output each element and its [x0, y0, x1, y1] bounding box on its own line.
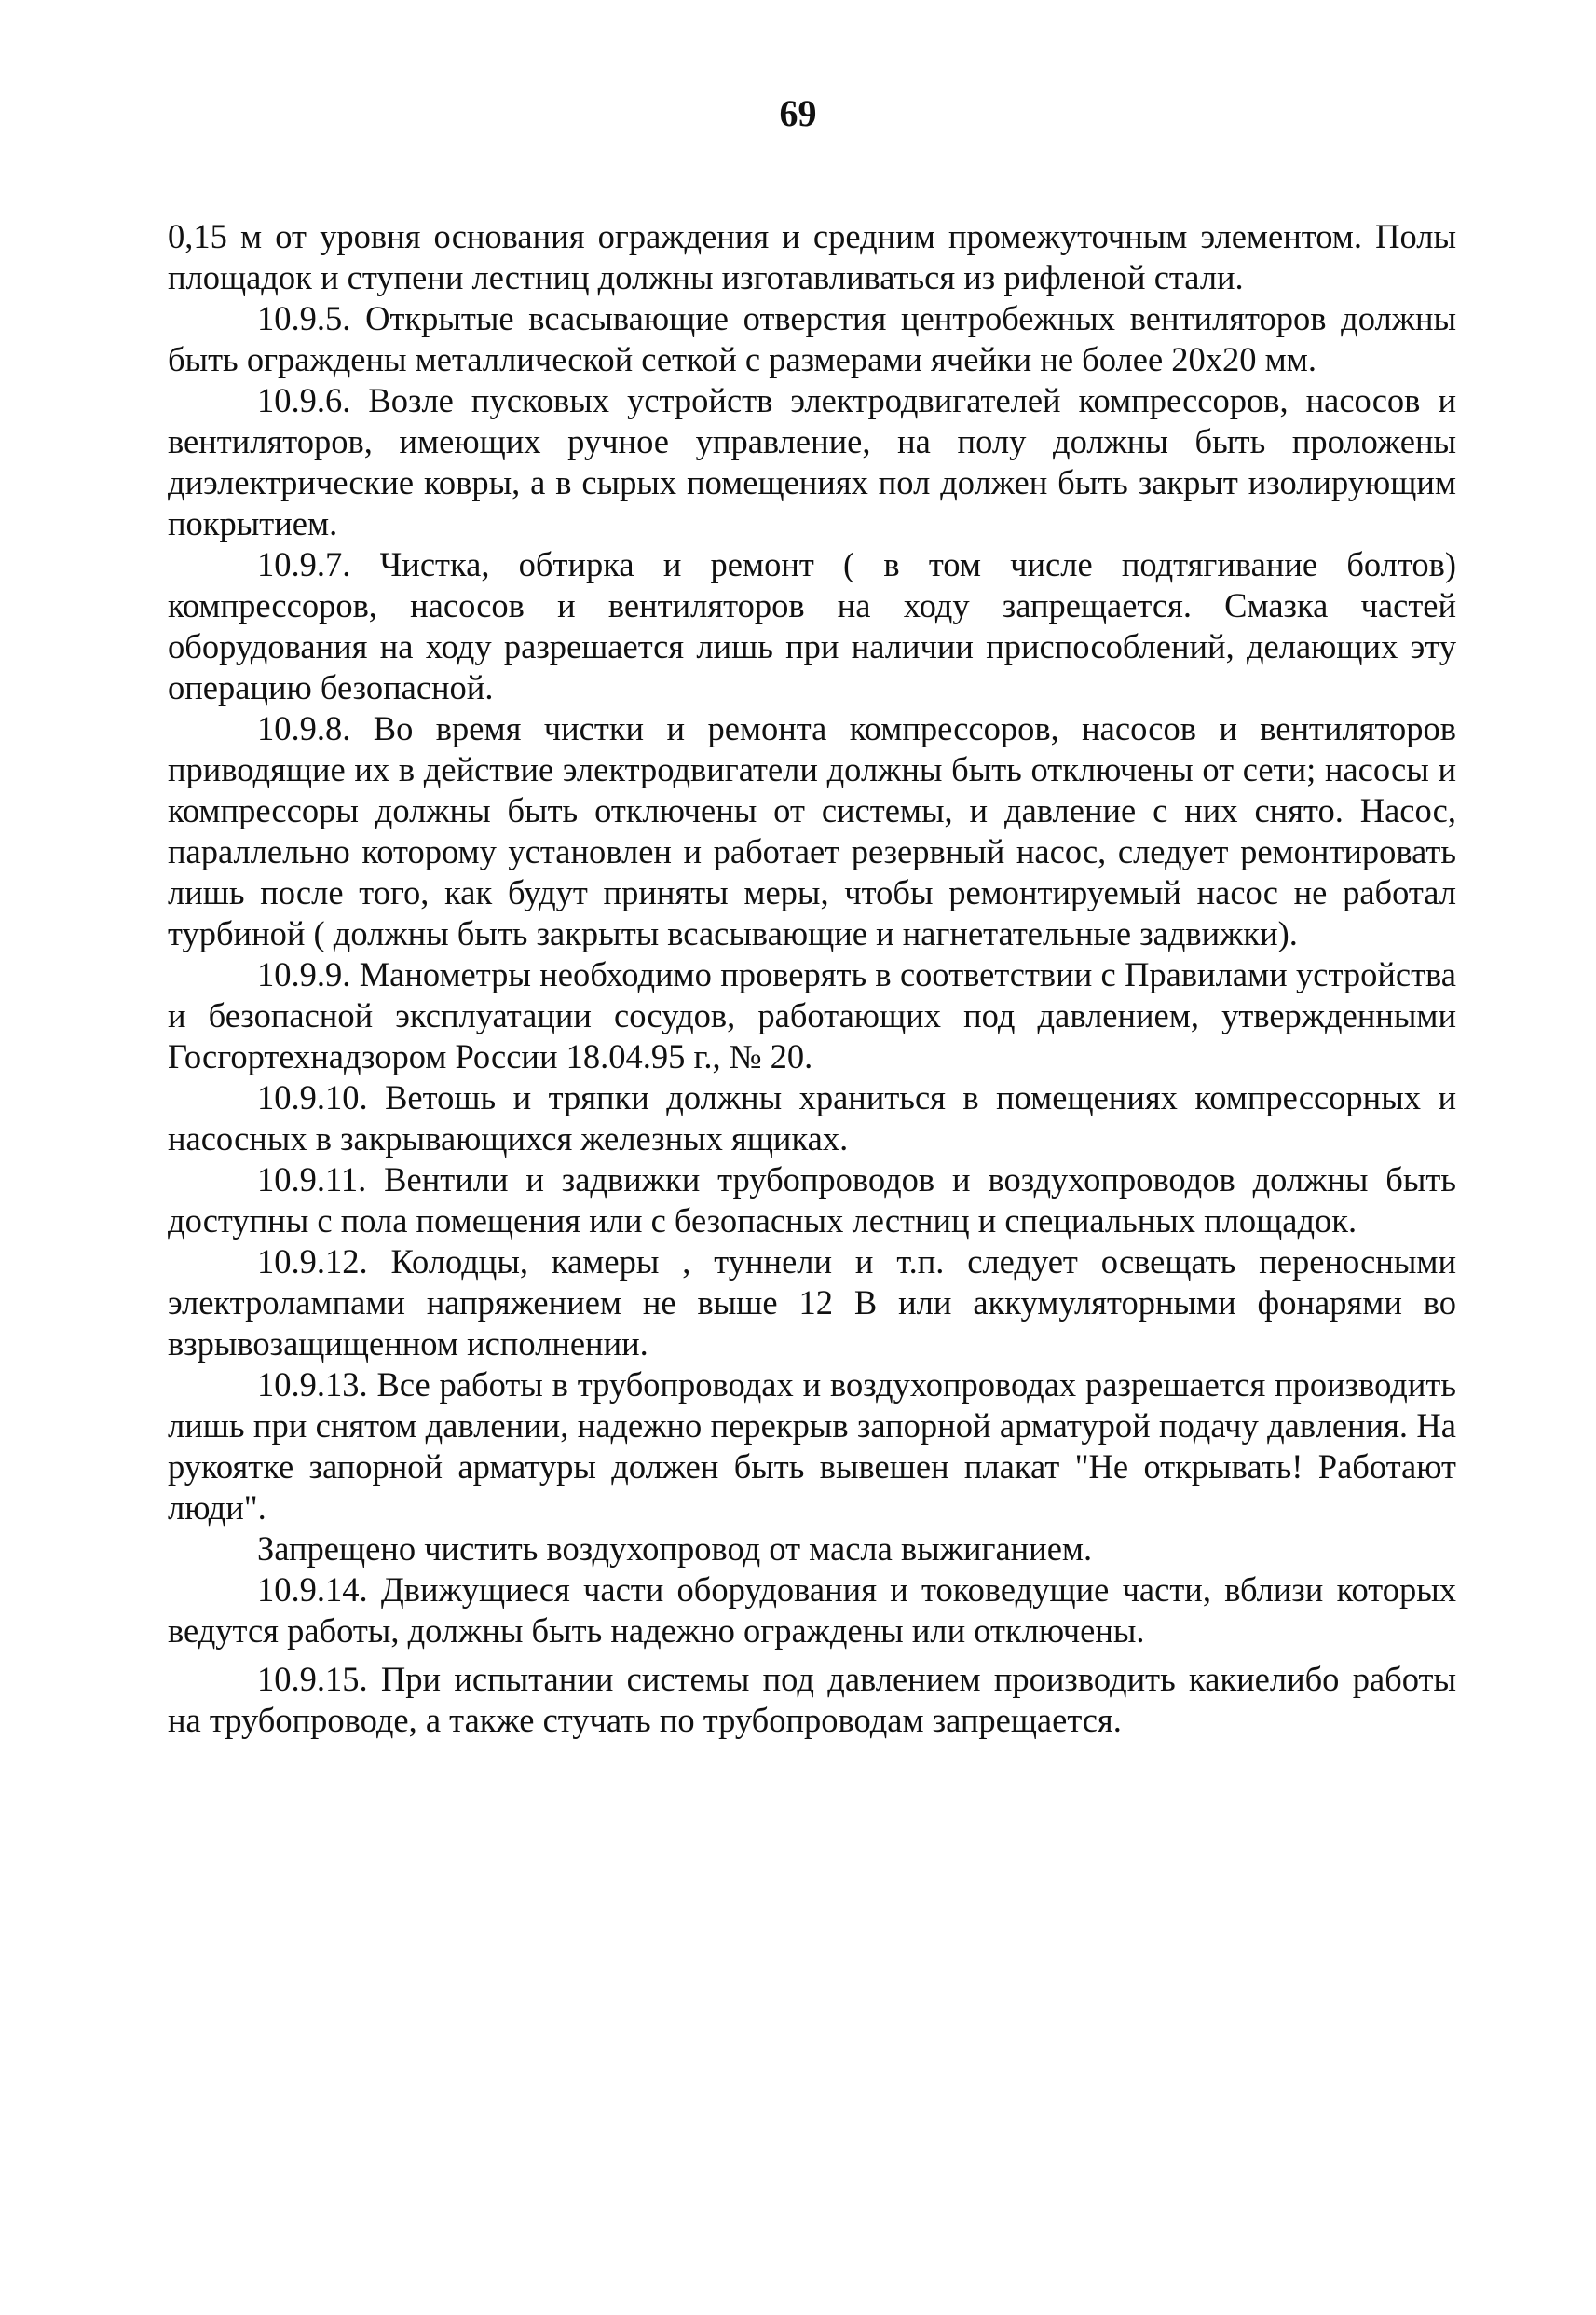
paragraph-10-9-11: 10.9.11. Вентили и задвижки трубопроводов и воздухопроводов должны быть доступны с пола помещения или с безопасных лестниц и специальных площадок. — [168, 1160, 1456, 1240]
paragraph-10-9-12: 10.9.12. Колодцы, камеры , туннели и т.п. следует освещать переносными электролампами напряжением не выше 12 В или аккумуляторными фонарями во взрывозащищенном исполнении. — [168, 1242, 1456, 1363]
page-number: 69 — [779, 92, 817, 134]
paragraph-10-9-14: 10.9.14. Движущиеся части оборудования и токоведущие части, вблизи которых ведутся работы, должны быть надежно ограждены или отключены. — [168, 1570, 1456, 1650]
paragraph-10-9-8: 10.9.8. Во время чистки и ремонта компрессоров, насосов и вентиляторов приводящие их в действие электродвигатели должны быть отключены от сети; насосы и компрессоры должны быть отключены от системы, и давление с них снято. Насос, параллельно которому установлен и работает резервный насос, следует ремонтировать лишь после того, как будут приняты меры, чтобы ремонтируемый насос не работал турбиной ( должны быть закрыты всасывающие и нагнетательные задвижки). — [168, 709, 1456, 952]
paragraph-10-9-9: 10.9.9. Манометры необходимо проверять в соответствии с Правилами устройства и безопасной эксплуатации сосудов, работающих под давлением, утвержденными Госгортехнадзором России 18.04.95 г., № 20. — [168, 955, 1456, 1075]
paragraph-10-9-6: 10.9.6. Возле пусковых устройств электродвигателей компрессоров, насосов и вентиляторов, имеющих ручное управление, на полу должны быть проложены диэлектрические ковры, а в сырых помещениях пол должен быть закрыт изолирующим покрытием. — [168, 381, 1456, 542]
paragraph-10-9-10: 10.9.10. Ветошь и тряпки должны храниться в помещениях компрессорных и насосных в закрывающихся железных ящиках. — [168, 1078, 1456, 1158]
paragraph-10-9-13: 10.9.13. Все работы в трубопроводах и воздухопроводах разрешается производить лишь при снятом давлении, надежно перекрыв запорной арматурой подачу давления. На рукоятке запорной арматуры должен быть вывешен плакат "Не открывать! Работают люди". — [168, 1365, 1456, 1527]
paragraph-prohibition-note: Запрещено чистить воздухопровод от масла выжиганием. — [257, 1529, 1093, 1568]
paragraph-10-9-7: 10.9.7. Чистка, обтирка и ремонт ( в том числе подтягивание болтов) компрессоров, насосов и вентиляторов на ходу запрещается. Смазка частей оборудования на ходу разрешается лишь при наличии приспособлений, делающих эту операцию безопасной. — [168, 545, 1456, 706]
paragraph-10-9-15: 10.9.15. При испытании системы под давлением производить какиелибо работы на трубопроводе, а также стучать по трубопроводам запрещается. — [168, 1660, 1456, 1739]
paragraph-10-9-5: 10.9.5. Открытые всасывающие отверстия центробежных вентиляторов должны быть ограждены металлической сеткой с размерами ячейки не более 20х20 мм. — [168, 299, 1456, 378]
paragraph-continuation: 0,15 м от уровня основания ограждения и средним промежуточным элементом. Полы площадок и ступени лестниц должны изготавливаться из рифленой стали. — [168, 217, 1456, 296]
page-body — [168, 216, 1456, 1741]
paragraph-spacer — [168, 1651, 1456, 1659]
